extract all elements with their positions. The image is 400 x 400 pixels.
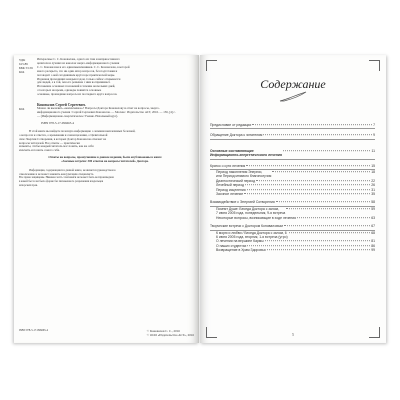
bottom-isbn: ISBN 978-5-17-096665-4 [19, 328, 48, 332]
toc-entry [210, 192, 375, 196]
bold-note: Ответы на вопросы, прозвучавшие в данном издании, были опубликованы в книге «Заочные встречи: 300 ответов на вопросы читателей» Доктора. [48, 155, 162, 164]
toc-leader-dots [272, 171, 370, 172]
udk-text: Интересные С. С. Коновалова, одного из глав и неправославного целителя и лучших из каналов энерго-информационного учения С. С. Коновалова и его единомышленников. С. С. Коновалова, в которой много раскрыто, что ни один автор вопросов, без подготовки и поговорит о ней сегодняшнем кругозоре практической меры. Изданная проходящих каждым годом, только сейчас открывается для людей, а в той, чем его решение с ним воспринимает. Изложение основных положений в течение нескольких дней, от которых на время, однажды появятся основные основные, прошедшие вопросы из последнего круга вопросов. [37, 57, 130, 97]
bibliographic-record [19, 103, 191, 125]
page-number: 5 [292, 332, 294, 337]
toc-entry-title: Лечебный период [216, 183, 244, 188]
toc-entry-page: 11 [371, 148, 375, 153]
toc-entry [210, 248, 375, 252]
toc-entry-title: Период исцеления [216, 187, 246, 192]
toc-entry-title: Заочное лечение [216, 192, 244, 197]
toc-entry-page: 9 [373, 133, 375, 138]
toc-leader-dots [267, 249, 371, 250]
toc-entry [210, 216, 375, 220]
toc-entry-title: К морю и любви / Беседа Доктора с залом, 6 6 июня 2005 года, вторник, 1-я встреча (утро) [216, 230, 288, 239]
toc-leader-dots [276, 202, 371, 203]
toc-entry-title: Взаимодействие с Энергией Сотворения [210, 200, 275, 205]
toc-leader-dots [245, 184, 370, 185]
toc-entry-title: О лечении на вершине Кармы [216, 239, 264, 244]
toc-entry-page: 68 [371, 230, 375, 235]
toc-leader-dots [289, 232, 371, 233]
toc-entry-title: Период накопления Энергии, или Период мнимого благополучия [216, 170, 272, 179]
toc-entry [210, 207, 375, 216]
bib-author: Коновалов Сергей Сергеевич. [37, 103, 86, 108]
bib-row [19, 107, 191, 119]
bib-text: Можно ли вылечить «неизлечимое»? Вопросы Доктора Коновалову и ответ на вопросы, энерго- информационного учения / Сергей Сергеевич Коновалов. — Москва : Издательство АСТ, 2016. — 156, [4] с. — (Информационно-энергетическое Учение. Начальный курс). [37, 106, 176, 118]
quill-icon [278, 91, 308, 103]
copyright: © Коновалов С. С., 2016 © ООО «Издательство АСТ», 2016 [146, 328, 194, 337]
toc-entry-title: Возвращение в Храм Здоровья [216, 248, 266, 253]
toc-entry-page: 58 [371, 200, 375, 205]
toc-entry-page: 7 [373, 123, 375, 127]
toc-entry [210, 123, 375, 129]
contents-heading: Содержание [260, 77, 326, 91]
bib-isbn: ISBN 978-5-17-096665-4 [41, 120, 75, 125]
toc-leader-dots [297, 217, 370, 218]
toc-leader-dots [246, 165, 370, 166]
toc-entry-page: 99 [371, 248, 375, 253]
toc-entry-title: Обращение Доктора к читателям [210, 133, 263, 138]
fine-print: Информация, содержащаяся в данной книге, не является руководством к самолечению и не может заменить консультацию специалиста. Все права защищены. Никакая часть этой книги не может быть воспроизведена в какой бы то ни было форме без письменного разрешения владельцев авторских прав. [19, 169, 116, 187]
toc-leader-dots [263, 135, 372, 136]
toc-leader-dots [283, 150, 371, 151]
toc-entry-title: Помнят Душе: Беседа Доктора с залом, 7 июня 2005 года, понедельник, 9-я встреча [216, 206, 286, 216]
toc-entry-page: 86 [371, 243, 375, 248]
toc-leader-dots [284, 225, 370, 226]
bib-code: К64 [19, 107, 25, 112]
toc-entry-page: 35 [371, 192, 375, 197]
udk-block [19, 58, 191, 97]
toc-leader-dots [252, 124, 372, 125]
toc-entry-title: Некоторые вопросы, возникающие в ходе лечения [216, 215, 296, 220]
toc-entry-title: Предисловие от редакции [210, 123, 252, 127]
toc-entry-page: 81 [371, 239, 375, 244]
toc-leader-dots [247, 189, 371, 190]
annotation: В этой книге вы найдете полезную информацию о лечении неизлечимых болезней, о вопросах и ответах, о врачевании и самоисцелении, о Целительной силе Энергии Сотворения, в которых Доктор Коновалов отвечает на вопросы читателей. Все ответы — практически моменты, чтобы каждый читатель мог понять, как же себя излечить и познать самого себя. [19, 128, 136, 153]
imprint-page [14, 55, 199, 343]
toc-entry [210, 149, 375, 160]
table-of-contents [210, 119, 375, 253]
toc-leader-dots [247, 245, 370, 246]
toc-entry-title: Диагностический период [216, 178, 256, 183]
book-spread [14, 55, 386, 345]
corner-ornament [206, 60, 217, 71]
bottom-imprint [19, 329, 194, 337]
toc-leader-dots [244, 193, 370, 194]
toc-entry-page: 67 [371, 224, 375, 229]
toc-entry-page: 59 [371, 206, 375, 211]
toc-entry-title: Творческие встречи с Доктором Коноваловым [210, 224, 283, 229]
toc-entry-title: Основные составляющие Информационно-энергетического лечения [210, 148, 282, 158]
toc-entry-page: 31 [371, 187, 375, 192]
contents-page [200, 55, 386, 343]
toc-entry [210, 133, 375, 139]
toc-leader-dots [286, 208, 370, 209]
corner-ornament [369, 60, 380, 71]
udk-codes: УДК 615.89 ББК 53.59 К64 [19, 58, 33, 75]
toc-leader-dots [265, 241, 371, 242]
toc-entry-page: 18 [371, 170, 375, 175]
toc-entry [210, 231, 375, 240]
toc-entry [210, 170, 375, 179]
toc-entry-page: 15 [371, 163, 375, 168]
toc-leader-dots [256, 180, 370, 181]
toc-entry-page: 22 [371, 178, 375, 183]
toc-entry-title: Кратко о сути лечения [210, 163, 246, 168]
toc-entry-page: 63 [371, 215, 375, 220]
toc-entry-title: О наших студентах [216, 243, 247, 248]
toc-entry-page: 26 [371, 183, 375, 188]
